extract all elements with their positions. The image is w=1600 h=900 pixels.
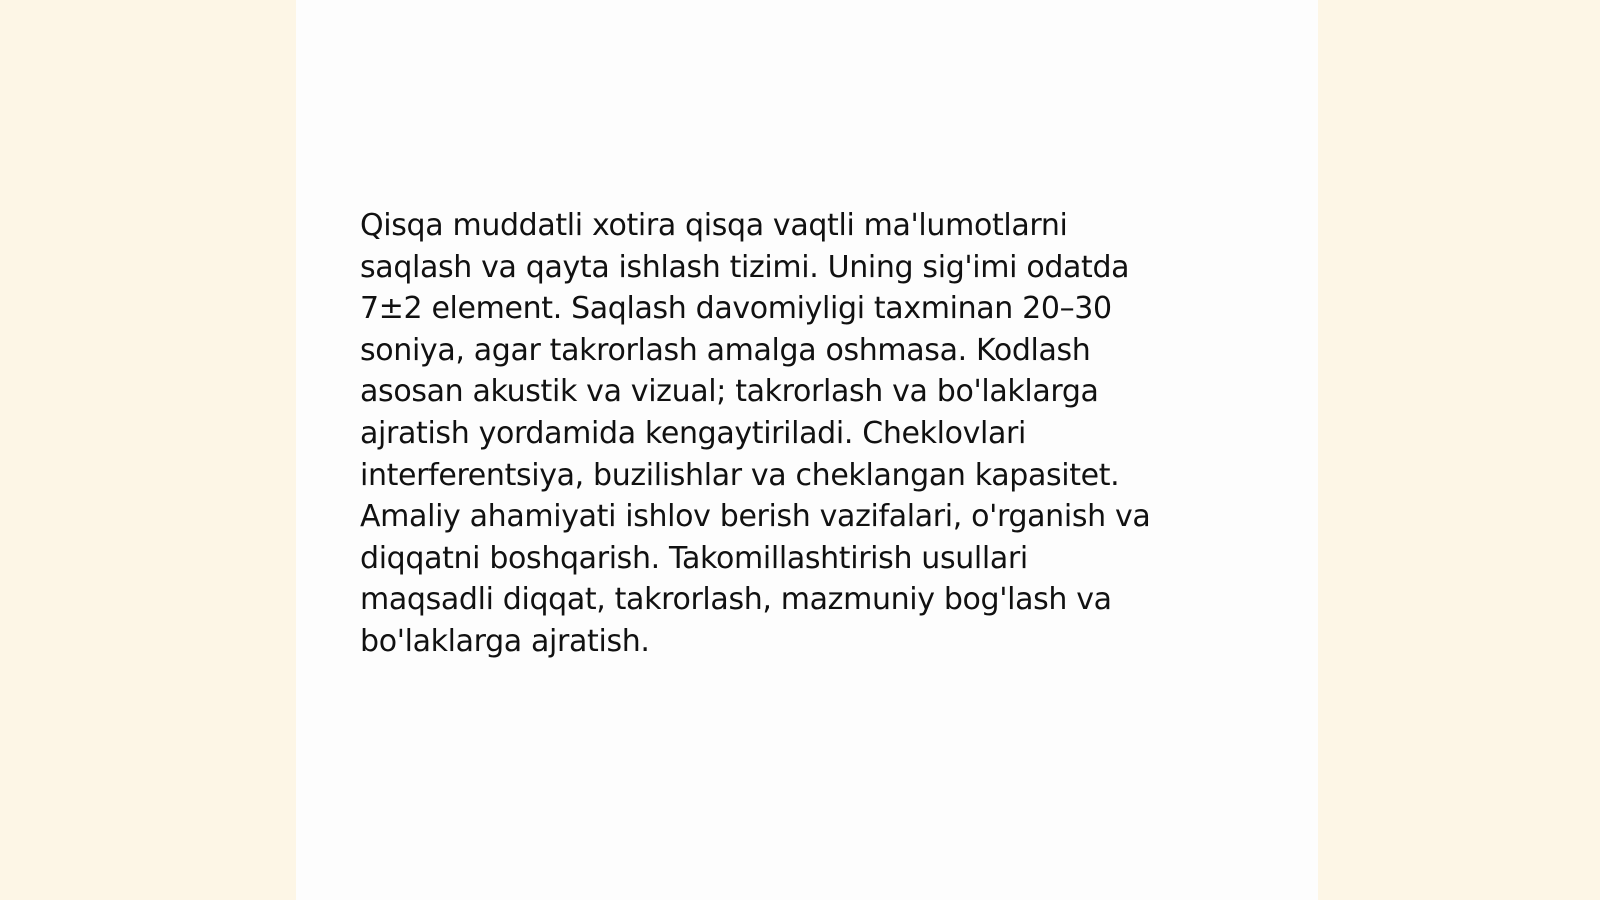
- body-paragraph: Qisqa muddatli xotira qisqa vaqtli ma'lumotlarni saqlash va qayta ishlash tizimi. Uning sig'imi odatda 7±2 element. Saqlash davomiyligi taxminan 20–30 soniya, agar takrorlash amalga oshmasa. Kodlash asosan akustik va vizual; takrorlash va bo'laklarga ajratish yordamida kengaytiriladi. Cheklovlari interferentsiya, buzilishlar va cheklangan kapasitet. Amaliy ahamiyati ishlov berish vazifalari, o'rganish va diqqatni boshqarish. Takomillashtirish usullari maqsadli diqqat, takrorlash, mazmuniy bog'lash va bo'laklarga ajratish.: [360, 208, 1151, 659]
- document-page: [296, 0, 1318, 900]
